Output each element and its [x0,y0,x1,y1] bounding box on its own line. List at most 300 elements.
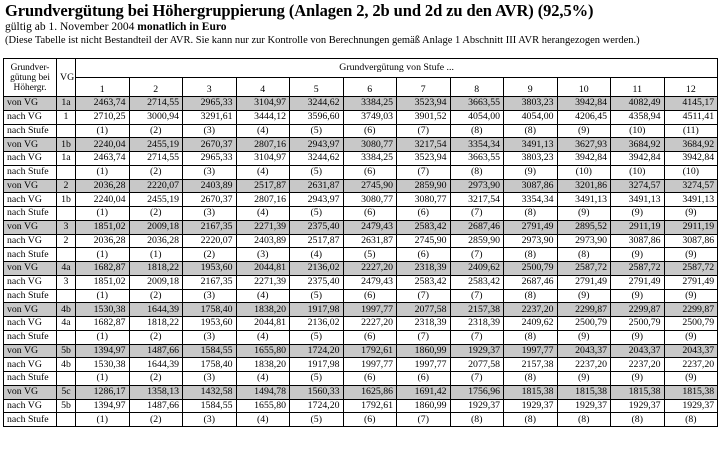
salary-cell: 3491,13 [504,138,558,152]
salary-cell: 2009,18 [129,275,183,289]
salary-cell: 2710,25 [76,110,130,124]
salary-cell: 1682,87 [76,317,130,331]
validity-subtitle [5,21,226,33]
salary-cell: 1815,38 [504,385,558,399]
salary-cell: 3354,34 [504,193,558,207]
salary-cell: 1655,80 [236,344,290,358]
salary-cell: 2237,20 [504,303,558,317]
salary-cell: 2463,74 [76,97,130,111]
salary-cell: 2220,07 [129,179,183,193]
salary-cell: 2463,74 [76,152,130,166]
salary-cell: 2240,04 [76,193,130,207]
salary-cell: 2409,62 [450,262,504,276]
salary-cell: 1487,66 [129,344,183,358]
table-row-von [4,303,718,317]
salary-cell: 2455,19 [129,138,183,152]
stufe-cell: (6) [343,413,397,427]
row-label: nach Stufe [4,124,57,138]
salary-cell: 3942,84 [557,152,611,166]
row-vg: 1b [57,138,76,152]
stufe-cell: (9) [557,289,611,303]
salary-cell: 2036,28 [76,234,130,248]
salary-cell: 2240,04 [76,138,130,152]
salary-cell: 3491,13 [611,193,665,207]
row-label: nach Stufe [4,207,57,221]
stufe-cell: (7) [397,165,451,179]
row-label: von VG [4,385,57,399]
table-row-stufe [4,248,718,262]
stufe-cell: (1) [76,289,130,303]
salary-table [3,58,718,427]
row-label: nach Stufe [4,372,57,386]
salary-cell: 1917,98 [290,303,344,317]
salary-cell: 2043,37 [611,344,665,358]
row-vg: 4a [57,262,76,276]
row-vg: 1b [57,193,76,207]
salary-cell: 2036,28 [76,179,130,193]
stufe-cell: (5) [290,413,344,427]
salary-cell: 2807,16 [236,138,290,152]
salary-cell: 2318,39 [397,262,451,276]
table-row-von [4,97,718,111]
salary-cell: 1691,42 [397,385,451,399]
salary-cell: 2227,20 [343,262,397,276]
salary-cell: 1358,13 [129,385,183,399]
row-label: nach Stufe [4,289,57,303]
salary-cell: 2375,40 [290,275,344,289]
salary-cell: 2409,62 [504,317,558,331]
row-label: nach Stufe [4,330,57,344]
salary-cell: 1286,17 [76,385,130,399]
stufe-cell: (6) [397,372,451,386]
salary-cell: 2583,42 [397,275,451,289]
stufe-cell: (2) [129,124,183,138]
stufe-cell: (3) [183,330,237,344]
stufe-cell: (6) [343,165,397,179]
salary-cell: 3491,13 [557,193,611,207]
salary-cell: 2973,90 [450,179,504,193]
salary-cell: 3901,52 [397,110,451,124]
salary-cell: 1838,20 [236,358,290,372]
stufe-cell: (2) [129,330,183,344]
table-row-von [4,138,718,152]
salary-cell: 3087,86 [504,179,558,193]
table-row-stufe [4,372,718,386]
table-row-von [4,385,718,399]
salary-cell: 4054,00 [450,110,504,124]
stufe-cell: (8) [557,248,611,262]
salary-cell: 2631,87 [343,234,397,248]
salary-cell: 1929,37 [450,344,504,358]
salary-cell: 1530,38 [76,303,130,317]
stufe-cell: (1) [76,330,130,344]
table-row-stufe [4,413,718,427]
salary-cell: 1929,37 [557,399,611,413]
stufe-cell: (2) [129,413,183,427]
row-label: nach Stufe [4,248,57,262]
salary-cell: 2583,42 [397,220,451,234]
salary-cell: 4511,41 [664,110,718,124]
salary-cell: 3274,57 [611,179,665,193]
row-vg [57,289,76,303]
stufe-cell: (2) [129,372,183,386]
salary-cell: 2271,39 [236,220,290,234]
salary-cell: 3244,62 [290,97,344,111]
table-row-nach [4,234,718,248]
salary-cell: 2791,49 [664,275,718,289]
salary-cell: 2745,90 [397,234,451,248]
stufe-cell: (4) [236,124,290,138]
stufe-cell: (8) [450,413,504,427]
salary-cell: 2670,37 [183,138,237,152]
table-row-nach [4,317,718,331]
row-vg: 4b [57,303,76,317]
salary-cell: 1953,60 [183,262,237,276]
stufe-cell: (7) [397,124,451,138]
stufe-cell: (3) [183,413,237,427]
salary-cell: 1682,87 [76,262,130,276]
salary-cell: 2136,02 [290,262,344,276]
stufe-cell: (8) [611,413,665,427]
row-label: von VG [4,220,57,234]
header-stufen-row [4,78,718,97]
row-vg: 5c [57,385,76,399]
stufe-cell: (10) [664,165,718,179]
validity-date: gültig ab 1. November 2004 [5,21,138,33]
salary-cell: 2583,42 [450,275,504,289]
stufe-cell: (9) [611,289,665,303]
stufe-cell: (1) [76,124,130,138]
salary-cell: 3080,77 [343,193,397,207]
salary-cell: 2973,90 [504,234,558,248]
salary-cell: 3491,13 [664,193,718,207]
stufe-cell: (4) [236,330,290,344]
row-label: nach VG [4,275,57,289]
stufe-cell: (9) [504,165,558,179]
salary-cell: 4358,94 [611,110,665,124]
row-vg: 3 [57,275,76,289]
salary-cell: 2517,87 [236,179,290,193]
salary-cell: 3803,23 [504,152,558,166]
stufe-cell: (4) [236,207,290,221]
stufe-cell: (9) [664,207,718,221]
salary-cell: 3217,54 [397,138,451,152]
row-vg [57,124,76,138]
stufe-cell: (8) [664,413,718,427]
stufe-cell: (5) [290,207,344,221]
row-label: von VG [4,303,57,317]
salary-cell: 3942,84 [557,97,611,111]
salary-cell: 2299,87 [611,303,665,317]
salary-cell: 2859,90 [450,234,504,248]
stufe-cell: (6) [397,248,451,262]
salary-cell: 3627,93 [557,138,611,152]
table-row-nach [4,152,718,166]
stufe-cell: (9) [611,207,665,221]
stufe-cell: (8) [504,289,558,303]
stufe-cell: (10) [557,165,611,179]
row-label: nach VG [4,234,57,248]
stufe-cell: (4) [236,165,290,179]
salary-cell: 3104,97 [236,152,290,166]
salary-cell: 1625,86 [343,385,397,399]
salary-cell: 1394,97 [76,399,130,413]
table-row-von [4,262,718,276]
row-label: nach Stufe [4,413,57,427]
salary-cell: 1584,55 [183,399,237,413]
row-vg: 3 [57,220,76,234]
header-stufe-span: Grundvergütung von Stufe ... [76,59,718,78]
salary-cell: 3000,94 [129,110,183,124]
salary-cell: 2157,38 [450,303,504,317]
stufe-cell: (7) [450,330,504,344]
stufe-cell: (8) [504,207,558,221]
stufe-cell: (9) [557,372,611,386]
salary-cell: 1758,40 [183,358,237,372]
salary-cell: 1929,37 [504,399,558,413]
salary-cell: 3104,97 [236,97,290,111]
stufe-cell: (3) [183,207,237,221]
salary-cell: 2167,35 [183,220,237,234]
table-row-nach [4,110,718,124]
salary-cell: 4054,00 [504,110,558,124]
salary-cell: 1724,20 [290,399,344,413]
stufe-cell: (8) [504,372,558,386]
stufe-cell: (9) [664,372,718,386]
salary-cell: 2500,79 [611,317,665,331]
row-label: von VG [4,179,57,193]
stufe-cell: (5) [290,124,344,138]
stufe-cell: (4) [236,413,290,427]
stufe-cell: (6) [343,124,397,138]
stufe-cell: (9) [664,330,718,344]
row-vg [57,413,76,427]
stufe-cell: (9) [611,330,665,344]
salary-cell: 2136,02 [290,317,344,331]
stufe-cell: (5) [343,248,397,262]
salary-cell: 1815,38 [611,385,665,399]
salary-cell: 3244,62 [290,152,344,166]
stufe-cell: (3) [183,165,237,179]
header-stufe-4: 4 [236,78,290,97]
header-stufe-12: 12 [664,78,718,97]
salary-cell: 2455,19 [129,193,183,207]
salary-cell: 1584,55 [183,344,237,358]
salary-cell: 2631,87 [290,179,344,193]
header-stufe-3: 3 [183,78,237,97]
salary-cell: 3684,92 [664,138,718,152]
salary-cell: 3201,86 [557,179,611,193]
salary-cell: 2859,90 [397,179,451,193]
salary-cell: 3749,03 [343,110,397,124]
salary-cell: 2077,58 [397,303,451,317]
stufe-cell: (9) [557,207,611,221]
disclaimer-note: (Diese Tabelle ist nicht Bestandteil der AVR. Sie kann nur zur Kontrolle von Berechnungen gemäß Anlage 1 Abschnitt III AVR herangezogen werden.) [5,35,640,46]
stufe-cell: (4) [290,248,344,262]
salary-cell: 2587,72 [611,262,665,276]
salary-cell: 2157,38 [504,358,558,372]
salary-cell: 2479,43 [343,220,397,234]
salary-cell: 2587,72 [664,262,718,276]
salary-cell: 2791,49 [557,275,611,289]
salary-cell: 1818,22 [129,262,183,276]
salary-cell: 2403,89 [183,179,237,193]
salary-cell: 1487,66 [129,399,183,413]
stufe-cell: (3) [183,372,237,386]
salary-cell: 2670,37 [183,193,237,207]
salary-cell: 3291,61 [183,110,237,124]
stufe-cell: (1) [76,248,130,262]
row-label: nach VG [4,110,57,124]
row-label: von VG [4,97,57,111]
header-vg: VG [57,59,76,97]
salary-cell: 2687,46 [504,275,558,289]
salary-cell: 1860,99 [397,399,451,413]
salary-cell: 2965,33 [183,97,237,111]
salary-cell: 2299,87 [664,303,718,317]
stufe-cell: (8) [504,330,558,344]
salary-cell: 1917,98 [290,358,344,372]
salary-cell: 1394,97 [76,344,130,358]
stufe-cell: (6) [343,372,397,386]
stufe-cell: (7) [450,248,504,262]
salary-cell: 1756,96 [450,385,504,399]
salary-cell: 2237,20 [557,358,611,372]
stufe-cell: (6) [343,207,397,221]
stufe-cell: (1) [76,207,130,221]
salary-cell: 2943,97 [290,193,344,207]
salary-cell: 2500,79 [664,317,718,331]
salary-cell: 3596,60 [290,110,344,124]
header-stufe-8: 8 [450,78,504,97]
stufe-cell: (7) [397,413,451,427]
stufe-cell: (1) [76,372,130,386]
salary-cell: 3354,34 [450,138,504,152]
salary-cell: 2271,39 [236,275,290,289]
salary-cell: 3087,86 [611,234,665,248]
table-row-nach [4,358,718,372]
salary-cell: 2077,58 [450,358,504,372]
salary-cell: 1851,02 [76,220,130,234]
table-row-nach [4,193,718,207]
table-row-stufe [4,165,718,179]
salary-cell: 1758,40 [183,303,237,317]
salary-cell: 2714,55 [129,97,183,111]
salary-cell: 3523,94 [397,152,451,166]
salary-cell: 3523,94 [397,97,451,111]
salary-cell: 2043,37 [557,344,611,358]
row-vg: 4a [57,317,76,331]
table-row-stufe [4,207,718,221]
stufe-cell: (9) [557,124,611,138]
stufe-cell: (3) [183,289,237,303]
row-vg [57,372,76,386]
header-stufe-2: 2 [129,78,183,97]
row-label: nach VG [4,317,57,331]
table-body [4,97,718,427]
row-vg [57,207,76,221]
salary-cell: 2403,89 [236,234,290,248]
row-label: nach VG [4,152,57,166]
salary-cell: 3663,55 [450,97,504,111]
stufe-cell: (7) [450,289,504,303]
salary-cell: 1655,80 [236,399,290,413]
header-stufe-11: 11 [611,78,665,97]
stufe-cell: (5) [290,165,344,179]
stufe-cell: (4) [236,372,290,386]
table-row-von [4,220,718,234]
header-stufe-5: 5 [290,78,344,97]
salary-cell: 3384,25 [343,97,397,111]
stufe-cell: (10) [611,124,665,138]
stufe-cell: (8) [504,248,558,262]
salary-cell: 1530,38 [76,358,130,372]
salary-cell: 2299,87 [557,303,611,317]
table-row-stufe [4,330,718,344]
stufe-cell: (8) [557,413,611,427]
salary-cell: 2220,07 [183,234,237,248]
salary-cell: 2318,39 [397,317,451,331]
header-stufe-6: 6 [343,78,397,97]
salary-cell: 2375,40 [290,220,344,234]
salary-cell: 3080,77 [343,138,397,152]
salary-cell: 1838,20 [236,303,290,317]
stufe-cell: (3) [236,248,290,262]
stufe-cell: (8) [450,165,504,179]
salary-cell: 3684,92 [611,138,665,152]
salary-cell: 2167,35 [183,275,237,289]
salary-cell: 2517,87 [290,234,344,248]
stufe-cell: (7) [450,372,504,386]
stufe-cell: (9) [557,330,611,344]
stufe-cell: (5) [290,289,344,303]
stufe-cell: (6) [343,330,397,344]
salary-cell: 2479,43 [343,275,397,289]
stufe-cell: (7) [450,207,504,221]
stufe-cell: (10) [611,165,665,179]
currency-note: monatlich in Euro [137,21,227,33]
stufe-cell: (2) [129,289,183,303]
stufe-cell: (2) [129,207,183,221]
page-title: Grundvergütung bei Höhergruppierung (Anlagen 2, 2b und 2d zu den AVR) (92,5%) [5,1,594,20]
row-vg: 2 [57,179,76,193]
stufe-cell: (3) [183,124,237,138]
stufe-cell: (2) [129,165,183,179]
stufe-cell: (8) [450,124,504,138]
salary-cell: 1929,37 [450,399,504,413]
salary-cell: 3217,54 [450,193,504,207]
salary-cell: 2791,49 [504,220,558,234]
salary-cell: 2237,20 [611,358,665,372]
salary-cell: 1997,77 [504,344,558,358]
row-label: nach VG [4,193,57,207]
salary-cell: 2587,72 [557,262,611,276]
row-label: nach VG [4,358,57,372]
salary-cell: 2318,39 [450,317,504,331]
row-vg: 4b [57,358,76,372]
salary-cell: 2036,28 [129,234,183,248]
salary-cell: 3942,84 [664,152,718,166]
stufe-cell: (4) [236,289,290,303]
stufe-cell: (7) [397,330,451,344]
salary-cell: 1997,77 [397,358,451,372]
salary-cell: 4145,17 [664,97,718,111]
salary-cell: 2973,90 [557,234,611,248]
row-label: von VG [4,262,57,276]
salary-cell: 1997,77 [343,303,397,317]
salary-cell: 3087,86 [664,234,718,248]
row-vg: 1 [57,110,76,124]
